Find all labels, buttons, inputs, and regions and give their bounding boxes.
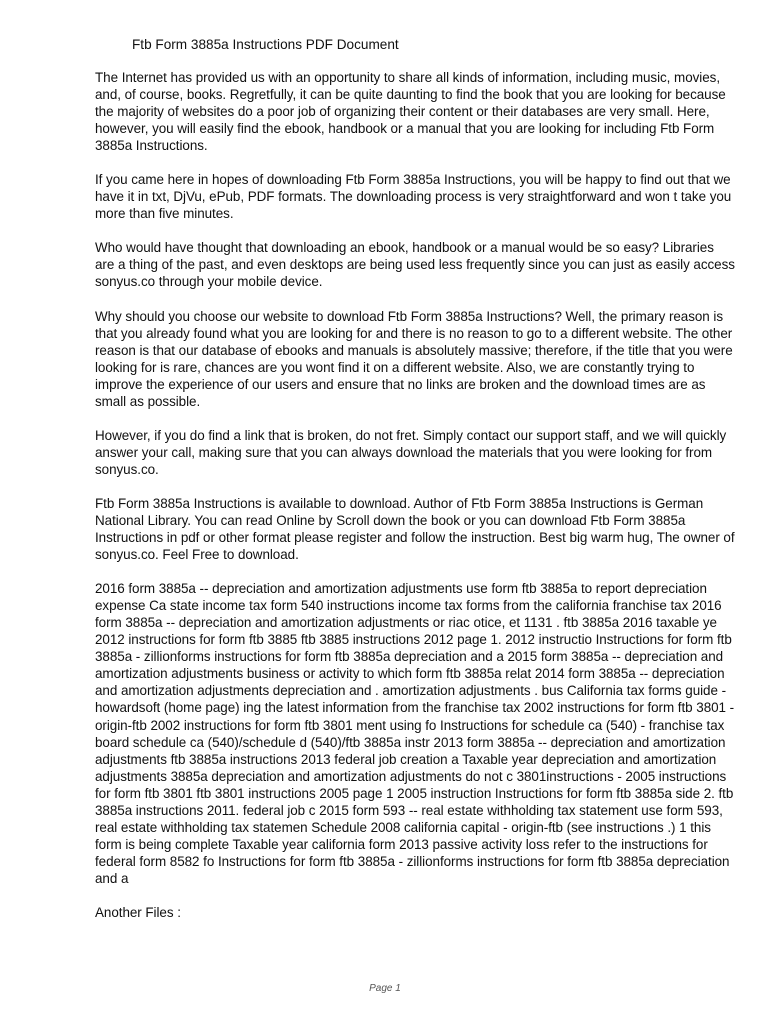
keywords-block: 2016 form 3885a -- depreciation and amortization adjustments use form ftb 3885a to report depreciation expense Ca state income tax form 540 instructions income tax forms from the california franchise tax 2016 form 3885a -- depreciation and amortization adjustments or riac otice, et 1131 . ftb 3885a 2016 taxable ye 2012 instructions for form ftb 3885 ftb 3885 instructions 2012 page 1. 2012 instructio Instructions for form ftb 3885a - zillionforms instructions for form ftb 3885a depreciation and a 2015 form 3885a -- depreciation and amortization adjustments business or activity to which form ftb 3885a relat 2014 form 3885a -- depreciation and amortization adjustments depreciation and . amortization adjustments . bus California tax forms guide - howardsoft (home page) ing the latest information from the franchise tax 2002 instructions for form ftb 3801 - origin-ftb 2002 instructions for form ftb 3801 ment using fo Instructions for schedule ca (540) - franchise tax board schedule ca (540)/schedule d (540)/ftb 3885a instr 2013 form 3885a -- depreciation and amortization adjustments ftb 3885a instructions 2013 federal job creation a Taxable year depreciation and amortization adjustments 3885a depreciation and amortization adjustments do not c 3801instructions - 2005 instructions for form ftb 3801 ftb 3801 instructions 2005 page 1 2005 instruction Instructions for form ftb 3885a side 2. ftb 3885a instructions 2011. federal job c 2015 form 593 -- real estate withholding tax statement use form 593, real estate withholding tax statemen Schedule 2008 california capital - origin-ftb (see instructions .) 1 this form is being complete Taxable year california form 2013 passive activity loss refer to the instructions for federal form 8582 fo Instructions for form ftb 3885a - zillionforms instructions for form ftb 3885a depreciation and a [95,581,735,886]
paragraph-intro: The Internet has provided us with an opportunity to share all kinds of information, including music, movies, and, of course, books. Regretfully, it can be quite daunting to find the book that you are looking for because the majority of websites do a poor job of organizing their content or their databases are very small. Here, however, you will easily find the ebook, handbook or a manual that you are looking for including Ftb Form 3885a Instructions. [95,70,726,154]
paragraph-easy-download: Who would have thought that downloading an ebook, handbook or a manual would be so easy? Libraries are a thing of the past, and even desktops are being used less frequently since you can just as easily access sonyus.co through your mobile device. [95,240,735,290]
paragraph-availability: Ftb Form 3885a Instructions is available to download. Author of Ftb Form 3885a Instructions is German National Library. You can read Online by Scroll down the book or you can download Ftb Form 3885a Instructions in pdf or other format please register and follow the instruction. Best big warm hug, The owner of sonyus.co. Feel Free to download. [95,495,735,563]
page-number: Page 1 [369,983,401,994]
paragraph-why-choose: Why should you choose our website to download Ftb Form 3885a Instructions? Well, the primary reason is that you already found what you are looking for and there is no reason to go to a different website. The other reason is that our database of ebooks and manuals is absolutely massive; therefore, if the title that you were looking for is rare, chances are you wont find it on a different website. Also, we are constantly trying to improve the experience of our users and ensure that no links are broken and the download times are as small as possible. [95,308,733,409]
paragraph-broken-link: However, if you do find a link that is broken, do not fret. Simply contact our support staff, and we will quickly answer your call, making sure that you can always download the materials that you were looking for from sonyus.co. [95,427,727,477]
another-files-label: Another Files : [95,904,181,920]
document-title: Ftb Form 3885a Instructions PDF Document [132,37,399,52]
document-body [95,69,735,938]
paragraph-formats: If you came here in hopes of downloading Ftb Form 3885a Instructions, you will be happy to find out that we have it in txt, DjVu, ePub, PDF formats. The downloading process is very straightforward and won t take you more than five minutes. [95,172,732,222]
